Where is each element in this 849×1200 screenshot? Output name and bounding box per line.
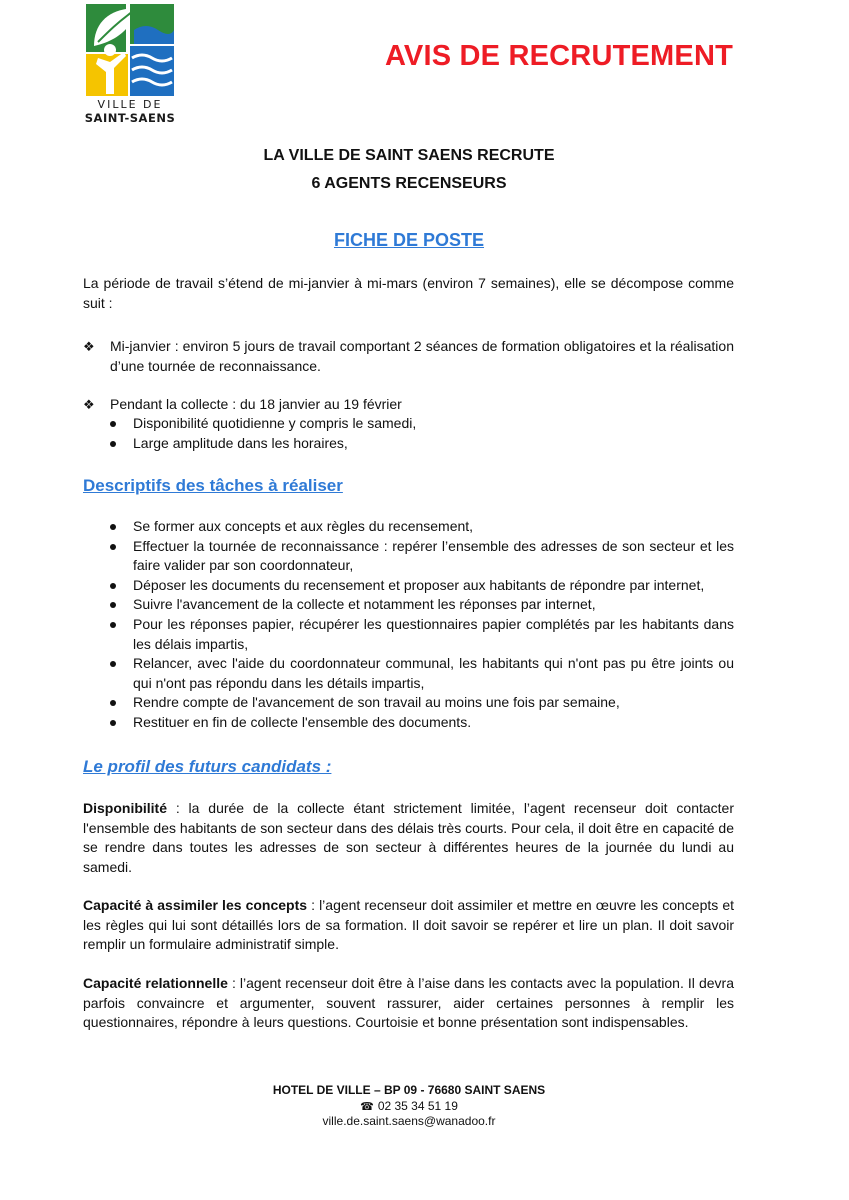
list-item	[110, 595, 734, 615]
profile-label: Capacité relationnelle	[83, 975, 228, 991]
bullet-icon	[110, 602, 116, 608]
list-item	[110, 517, 734, 537]
logo-line-2: SAINT-SAENS	[84, 111, 176, 125]
headline-line-2: 6 AGENTS RECENSEURS	[311, 175, 507, 192]
footer-address: HOTEL DE VILLE – BP 09 - 76680 SAINT SAENS	[272, 1083, 546, 1097]
profile-text: : l’agent recenseur doit être à l’aise dans les contacts avec la population. Il devra parfois convaincre et argumenter, souvent rassurer, aider certaines personnes à remplir les questionnaires, répondre à leurs questions. Courtoisie et bonne présentation sont indispensables.	[83, 975, 734, 1031]
list-item-text: Disponibilité quotidienne y compris le samedi,	[133, 415, 417, 431]
period-text: Mi-janvier : environ 5 jours de travail comportant 2 séances de formation obligatoires et la réalisation d’une tournée de reconnaissance.	[110, 338, 734, 374]
tasks-list	[110, 517, 734, 733]
phone-icon: ☎	[360, 1101, 374, 1113]
bullet-icon	[110, 661, 116, 667]
list-item-text: Relancer, avec l'aide du coordonnateur communal, les habitants qui n'ont pas pu être joints ou qui n'ont pas répondu dans les détails impartis,	[133, 655, 734, 691]
list-item-text: Large amplitude dans les horaires,	[133, 434, 348, 451]
list-item	[110, 576, 734, 596]
period-item	[83, 337, 734, 376]
bullet-icon	[110, 441, 116, 447]
list-item	[110, 615, 734, 654]
list-item	[110, 654, 734, 693]
bullet-icon	[110, 622, 116, 628]
profile-paragraph	[83, 799, 734, 877]
profile-text: : l’agent recenseur doit assimiler et mettre en œuvre les concepts et les règles qui lui sont détaillés lors de sa formation. Il doit savoir se repérer et lire un plan. Il doit savoir remplir un formulaire administratif simple.	[83, 897, 734, 953]
footer-email[interactable]: ville.de.saint.saens@wanadoo.fr	[322, 1114, 496, 1128]
list-item-text: Restituer en fin de collecte l'ensemble des documents.	[133, 713, 472, 730]
intro-paragraph: La période de travail s’étend de mi-janvier à mi-mars (environ 7 semaines), elle se décompose comme suit :	[83, 275, 734, 311]
profile-heading: Le profil des futurs candidats :	[83, 757, 332, 776]
list-item	[110, 713, 734, 733]
profile-paragraph	[83, 974, 734, 1033]
list-item	[110, 414, 734, 434]
profile-label: Capacité à assimiler les concepts	[83, 897, 308, 913]
list-item-text: Rendre compte de l'avancement de son travail au moins une fois par semaine,	[133, 694, 620, 711]
diamond-bullet-icon: ❖	[83, 339, 95, 354]
footer-phone: 02 35 34 51 19	[377, 1099, 458, 1113]
bullet-icon	[110, 544, 116, 550]
bullet-icon	[110, 720, 116, 726]
list-item-text: Déposer les documents du recensement et proposer aux habitants de répondre par internet,	[133, 576, 705, 593]
list-item-text: Pour les réponses papier, récupérer les questionnaires papier complétés par les habitants dans les délais impartis,	[133, 615, 734, 652]
period-text: Pendant la collecte : du 18 janvier au 19 février	[110, 396, 402, 412]
headline-line-1: LA VILLE DE SAINT SAENS RECRUTE	[263, 147, 555, 164]
bullet-icon	[110, 421, 116, 427]
list-item	[110, 537, 734, 576]
logo-line-1: VILLE DE	[97, 98, 163, 111]
list-item-text: Effectuer la tournée de reconnaissance : repérer l’ensemble des adresses de son secteur et les faire valider par son coordonnateur,	[133, 537, 734, 574]
page-title: AVIS DE RECRUTEMENT	[384, 40, 733, 72]
bullet-icon	[110, 524, 116, 530]
period-item	[83, 395, 734, 415]
bullet-icon	[110, 700, 116, 706]
list-item	[110, 434, 734, 454]
bullet-icon	[110, 583, 116, 589]
tasks-heading: Descriptifs des tâches à réaliser	[83, 476, 343, 495]
list-item-text: Se former aux concepts et aux règles du recensement,	[133, 518, 474, 534]
profile-paragraph	[83, 896, 734, 955]
fiche-de-poste-heading: FICHE DE POSTE	[333, 230, 485, 250]
list-item	[110, 693, 734, 713]
footer-phone-line	[0, 1099, 818, 1113]
profile-text: : la durée de la collecte étant strictement limitée, l’agent recenseur doit contacter l'ensemble des habitants de son secteur dans des délais très courts. Pour cela, il doit être en capacité de se rendre dans toutes les adresses de son secteur à différentes heures de la journée du lundi au samedi.	[83, 800, 734, 875]
diamond-bullet-icon: ❖	[83, 397, 95, 412]
collecte-list	[110, 414, 734, 453]
profile-label: Disponibilité	[83, 800, 167, 816]
list-item-text: Suivre l'avancement de la collecte et notamment les réponses par internet,	[133, 596, 596, 613]
